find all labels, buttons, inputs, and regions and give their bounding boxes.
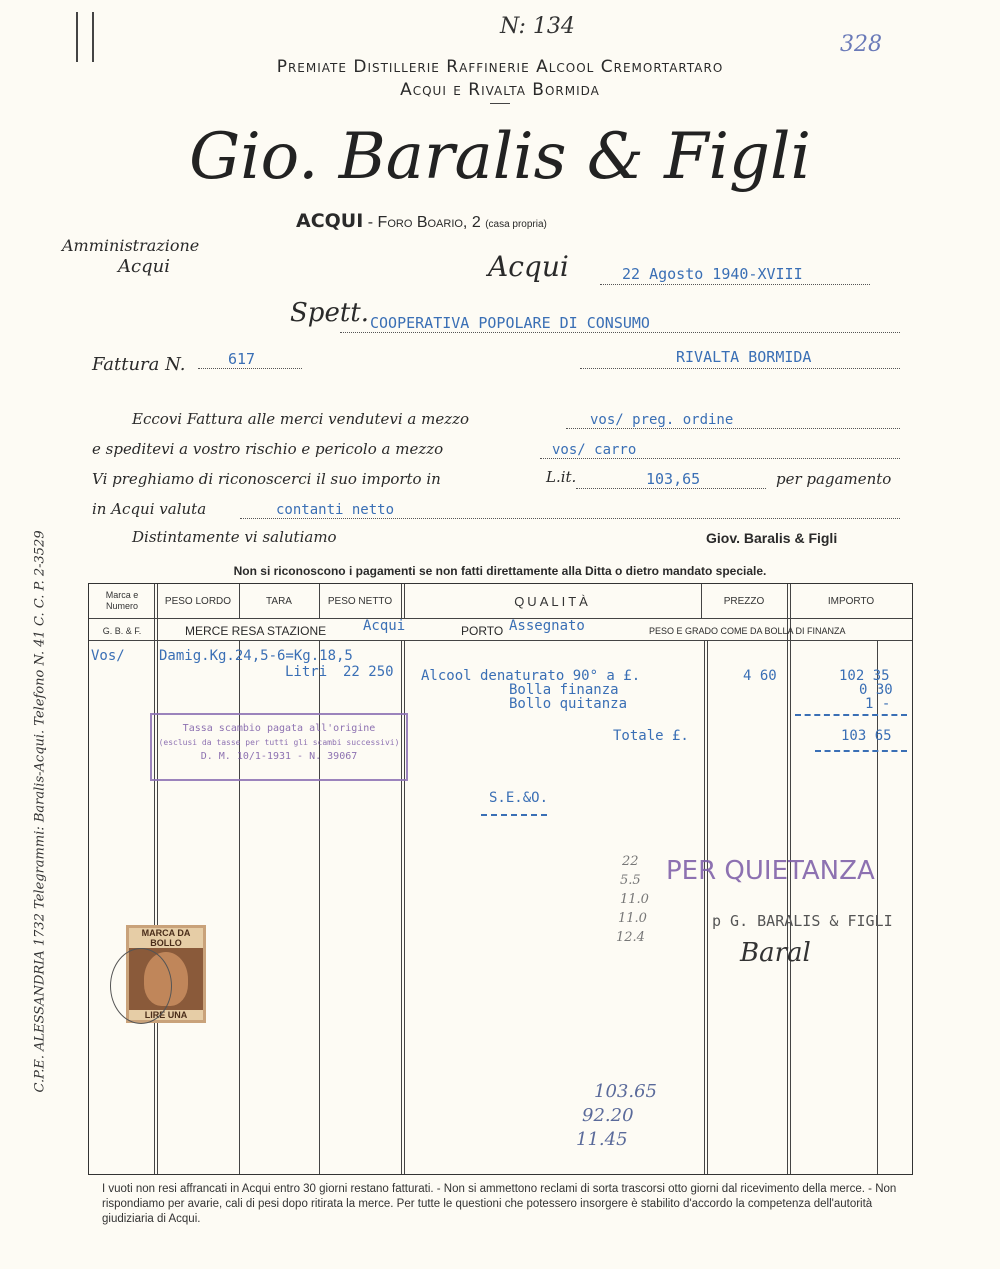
pencil-note-3: 11.0 — [620, 892, 649, 907]
quietanza-signature: Baral — [740, 938, 811, 968]
table-subheader-bottom — [89, 640, 912, 641]
body-line4-value: contanti netto — [276, 502, 395, 518]
pencil-sum-2: 92.20 — [582, 1105, 634, 1126]
date-line — [600, 284, 870, 285]
left-margin-marks — [76, 12, 94, 62]
pencil-note-2: 5.5 — [620, 873, 641, 888]
body-line3-dots — [576, 488, 766, 489]
address-note: (casa propria) — [485, 219, 547, 230]
pencil-sum-3: 11.45 — [576, 1129, 628, 1150]
tax-stamp — [150, 713, 408, 781]
body-line1-dots — [566, 428, 900, 429]
pencil-sum — [576, 1080, 657, 1152]
body-line3-text: Vi preghiamo di riconoscerci il suo importo in — [92, 470, 441, 488]
quietanza-firm: p G. BARALIS & FIGLI — [712, 912, 893, 930]
pencil-note-5: 12.4 — [616, 930, 645, 945]
sub-gbf: G. B. & F. — [102, 626, 142, 636]
sub-porto: PORTO — [461, 624, 504, 638]
invoice-handwritten-number: N: 134 — [500, 14, 575, 39]
col-prezzo: PREZZO — [723, 596, 765, 607]
row2-desc: Bolla finanza — [509, 682, 619, 698]
row3-amount: 1 - — [865, 696, 891, 712]
seo-mark: S.E.&O. — [489, 790, 549, 806]
footer-terms: I vuoti non resi affrancati in Acqui entro 30 giorni restano fatturati. - Non si ammettono reclami di sorta trascorsi otto giorni dal ricevimento della merce. - Non rispondiamo per avarie, cali di pesi dopo ritirata la merce. Per tutte le questioni che potessero insorgere è stabilito d'accordo la competenza dell'autorità giudiziaria di Acqui. — [102, 1183, 897, 1225]
recipient-city: RIVALTA BORMIDA — [676, 348, 812, 366]
total-double-underline — [815, 750, 907, 752]
row1-desc: Alcool denaturato 90° a £. — [421, 668, 641, 684]
revenue-stamp-bottom: LIRE UNA — [129, 1010, 203, 1020]
total-label: Totale £. — [613, 728, 689, 744]
col-importo: IMPORTO — [827, 596, 875, 607]
row2-litri-value: 22 250 — [343, 664, 394, 680]
currency-label: L.it. — [546, 468, 577, 486]
sub-peso-grado: PESO E GRADO COME DA BOLLA DI FINANZA — [649, 626, 846, 636]
total-underline — [795, 714, 907, 716]
signature-printed: Giov. Baralis & Figli — [706, 530, 838, 546]
body-line2-value: vos/ carro — [552, 442, 637, 458]
col-sep-cents — [877, 640, 878, 1174]
city-name: ACQUI — [296, 210, 364, 232]
recipient-prefix: Spett. — [290, 298, 370, 328]
archive-number: 328 — [840, 32, 882, 57]
total-amount: 103 65 — [841, 728, 892, 744]
col-sep-5c — [707, 640, 708, 1174]
closing-text: Distintamente vi salutiamo — [132, 528, 337, 546]
col-sep-5b — [704, 640, 705, 1174]
cancellation-mark — [110, 948, 172, 1024]
sub-station: Acqui — [363, 618, 406, 634]
date-value: 22 Agosto 1940-XVIII — [622, 265, 803, 283]
tax-stamp-line1: Tassa scambio pagata all'origine — [182, 723, 376, 734]
admin-city: Acqui — [118, 256, 170, 277]
pencil-note-1: 22 — [622, 854, 639, 869]
col-sep-1b — [157, 584, 158, 1174]
body-line3-value: 103,65 — [646, 470, 701, 488]
recipient-city-line — [580, 368, 900, 369]
pencil-notes — [590, 852, 649, 947]
body-line4-text: in Acqui valuta — [92, 500, 207, 518]
header-line1: Premiate Distillerie Raffinerie Alcool Cremortartaro — [276, 57, 724, 77]
col-lordo: PESO LORDO — [164, 596, 232, 607]
col-sep-1 — [154, 584, 155, 1174]
invoice-number: 617 — [228, 350, 256, 368]
tax-stamp-line3: D. M. 10/1-1931 - N. 39067 — [200, 751, 358, 762]
pencil-note-4: 11.0 — [618, 911, 647, 926]
row2-litri: Litri — [285, 664, 328, 680]
col-tara: TARA — [266, 596, 292, 607]
row1-marca: Vos/ — [91, 648, 125, 664]
tax-stamp-line2: (esclusi da tasse per tutti gli scambi successivi) — [158, 738, 400, 747]
company-address — [296, 210, 547, 232]
seo-underline — [481, 814, 547, 816]
date-place: Acqui — [488, 250, 569, 283]
row2-amount: 0 30 — [859, 682, 893, 698]
col-marca: Marca e Numero — [105, 590, 139, 611]
table-header-bottom — [89, 618, 912, 619]
company-name: Gio. Baralis & Figli — [189, 120, 811, 194]
payment-notice: Non si riconoscono i pagamenti se non fatti direttamente alla Ditta o dietro mandato speciale. — [233, 564, 767, 578]
row1-weights: Damig.Kg.24,5-6=Kg.18,5 — [159, 648, 353, 664]
col-netto: PESO NETTO — [327, 596, 393, 607]
header-ornament — [490, 103, 510, 104]
quietanza-stamp: PER QUIETANZA — [666, 856, 875, 886]
row3-desc: Bollo quitanza — [509, 696, 628, 712]
revenue-stamp-top: MARCA DA BOLLO — [129, 928, 203, 948]
header-line2: Acqui e Rivalta Bormida — [400, 80, 600, 100]
row1-price: 4 60 — [743, 668, 777, 684]
street-address: - Foro Boario, 2 — [367, 214, 481, 231]
body-line3-after: per pagamento — [776, 470, 892, 488]
pencil-sum-1: 103.65 — [594, 1081, 657, 1102]
body-line2-dots — [540, 458, 900, 459]
body-line1-text: Eccovi Fattura alle merci vendutevi a mezzo — [132, 410, 470, 428]
admin-label: Amministrazione — [62, 236, 200, 255]
row1-amount: 102 35 — [839, 668, 890, 684]
body-line1-value: vos/ preg. ordine — [590, 412, 734, 428]
recipient-name: COOPERATIVA POPOLARE DI CONSUMO — [370, 314, 650, 332]
col-sep-4 — [401, 584, 402, 618]
invoice-number-line — [198, 368, 302, 369]
body-line2-text: e speditevi a vostro rischio e pericolo a mezzo — [92, 440, 444, 458]
col-qualita: QUALITÀ — [514, 594, 591, 609]
recipient-line — [340, 332, 900, 333]
body-line4-dots — [240, 518, 900, 519]
sub-porto-value: Assegnato — [509, 618, 585, 634]
invoice-label: Fattura N. — [92, 354, 186, 375]
side-contact-info: C.P.E. ALESSANDRIA 1732 Telegrammi: Baralis-Acqui. Telefono N. 41 C. C. P. 2-3529 — [32, 530, 48, 1093]
sub-merce-resa: MERCE RESA STAZIONE — [185, 624, 327, 638]
